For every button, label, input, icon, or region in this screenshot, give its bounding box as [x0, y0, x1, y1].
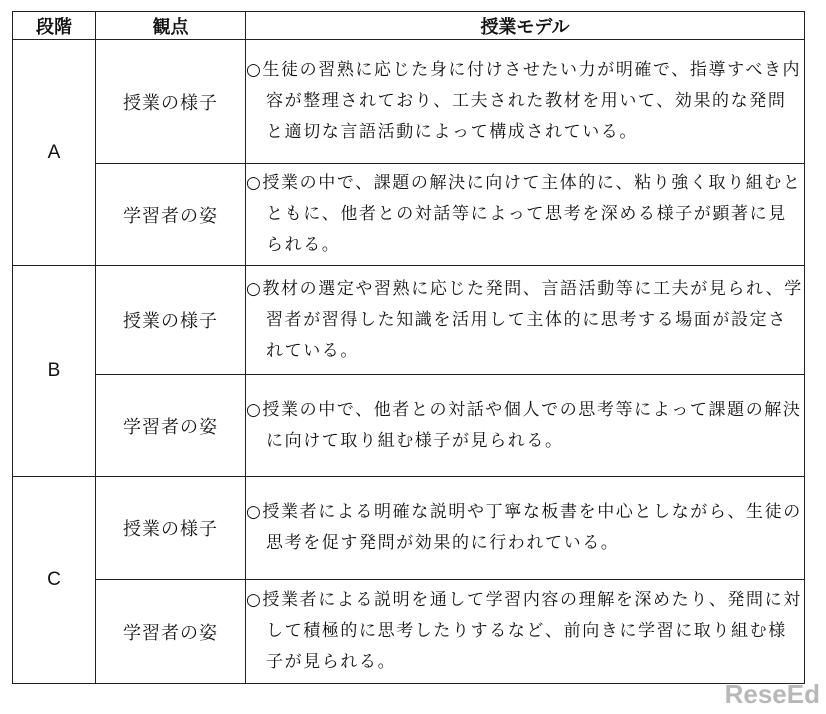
- model-cell: [246, 266, 805, 375]
- viewpoint-cell: 授業の様子: [96, 266, 246, 375]
- model-cell: [246, 164, 805, 266]
- stage-cell: B: [13, 266, 96, 477]
- table-row: [13, 266, 805, 375]
- table-row: [13, 580, 805, 684]
- table-row: [13, 40, 805, 164]
- model-cell: [246, 477, 805, 580]
- header-viewpoint: 観点: [96, 12, 246, 40]
- model-cell: [246, 40, 805, 164]
- model-text: ○授業の中で、課題の解決に向けて主体的に、粘り強く取り組むとともに、他者との対話等によって思考を深める様子が顕著に見られる。: [246, 173, 802, 255]
- model-text: ○生徒の習熟に応じた身に付けさせたい力が明確で、指導すべき内容が整理されており、工夫された教材を用いて、効果的な発問と適切な言語活動によって構成されている。: [246, 60, 802, 142]
- model-text: ○授業者による説明を通して学習内容の理解を深めたり、発問に対して積極的に思考したりするなど、前向きに学習に取り組む様子が見られる。: [246, 590, 802, 672]
- header-row: [13, 12, 805, 40]
- table-row: [13, 375, 805, 477]
- viewpoint-cell: 学習者の姿: [96, 164, 246, 266]
- viewpoint-cell: 学習者の姿: [96, 580, 246, 684]
- model-text: ○授業の中で、他者との対話や個人での思考等によって課題の解決に向けて取り組む様子が見られる。: [246, 399, 802, 451]
- stage-cell: A: [13, 40, 96, 266]
- model-text: ○教材の選定や習熟に応じた発問、言語活動等に工夫が見られ、学習者が習得した知識を活用して主体的に思考する場面が設定されている。: [246, 278, 803, 361]
- header-model: 授業モデル: [246, 12, 805, 40]
- viewpoint-cell: 授業の様子: [96, 477, 246, 580]
- watermark-logo: ReseEd: [724, 679, 820, 709]
- model-cell: [246, 580, 805, 684]
- lesson-model-table: [12, 11, 805, 684]
- table-row: [13, 477, 805, 580]
- model-cell: [246, 375, 805, 477]
- model-text: ○授業者による明確な説明や丁寧な板書を中心としながら、生徒の思考を促す発問が効果的に行われている。: [246, 502, 802, 553]
- stage-cell: C: [13, 477, 96, 684]
- table-row: [13, 164, 805, 266]
- viewpoint-cell: 学習者の姿: [96, 375, 246, 477]
- viewpoint-cell: 授業の様子: [96, 40, 246, 164]
- header-stage: 段階: [13, 12, 96, 40]
